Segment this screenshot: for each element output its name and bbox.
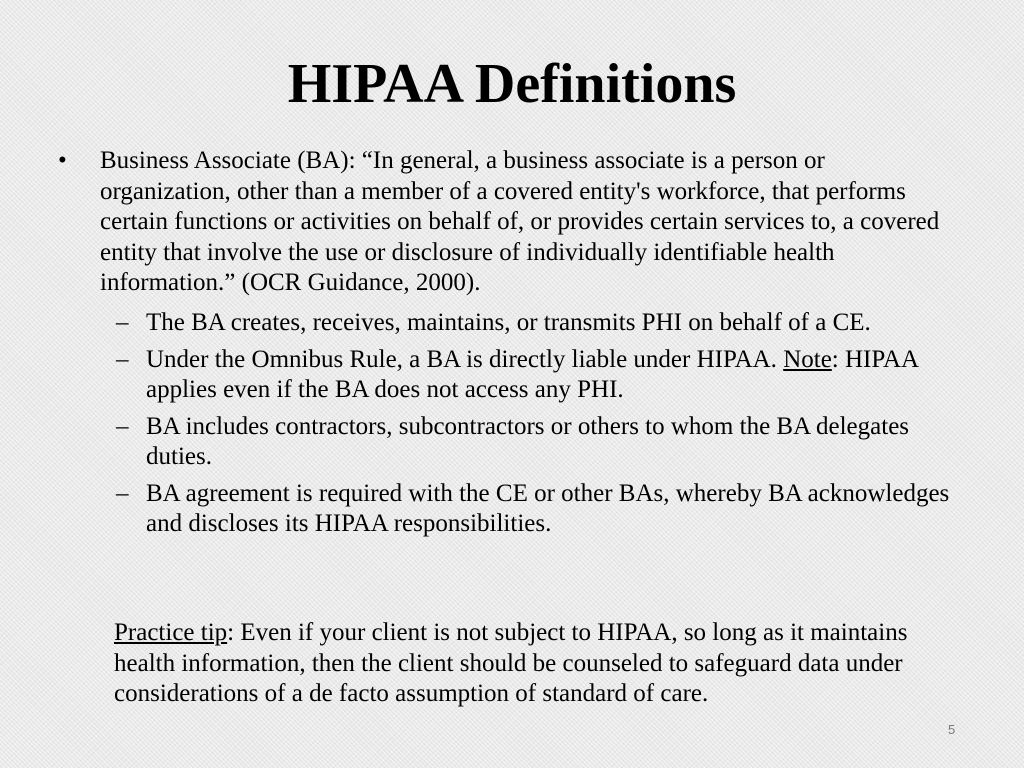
sub-bullet-marker: –: [116, 309, 129, 336]
practice-tip-text: : Even if your client is not subject to HIPAA, so long as it maintains health information, then the client should be counseled to safeguard data under considerations of a de facto assumption of standard of care.: [114, 619, 908, 707]
sub-bullet-text: BA agreement is required with the CE or other BAs, whereby BA acknowledges and discloses its HIPAA responsibilities.: [146, 480, 950, 537]
sub-bullet-text-after: : HIPAA applies even if the BA does not access any PHI.: [146, 346, 918, 403]
business-associate-definition: Business Associate (BA): “In general, a business associate is a person or organization, other than a member of a covered entity's workforce, that performs certain functions or activities on behalf of, or provides certain services to, a covered entity that involve the use or disclosure of individually identifiable health information.” (OCR Guidance, 2000).: [100, 147, 940, 296]
practice-tip: [114, 618, 954, 710]
sub-bullet-text: The BA creates, receives, maintains, or transmits PHI on behalf of a CE.: [146, 309, 871, 336]
sub-bullet-list: [100, 308, 960, 546]
sub-bullet-ba-creates: [100, 308, 960, 338]
note-label: Note: [783, 346, 832, 373]
slide-title: HIPAA Definitions: [287, 53, 737, 115]
sub-bullet-contractors: [100, 412, 960, 472]
sub-bullet-text: BA includes contractors, subcontractors or others to whom the BA delegates duties.: [146, 413, 910, 470]
practice-tip-label: Practice tip: [114, 619, 228, 646]
sub-bullet-omnibus-rule: [100, 345, 960, 405]
sub-bullet-marker: –: [116, 413, 129, 440]
sub-bullet-marker: –: [116, 346, 129, 373]
sub-bullet-marker: –: [116, 480, 129, 507]
bullet-marker: •: [58, 147, 67, 174]
sub-bullet-text: Under the Omnibus Rule, a BA is directly liable under HIPAA.: [146, 346, 784, 373]
page-number: 5: [948, 722, 956, 737]
sub-bullet-ba-agreement: [100, 479, 960, 539]
